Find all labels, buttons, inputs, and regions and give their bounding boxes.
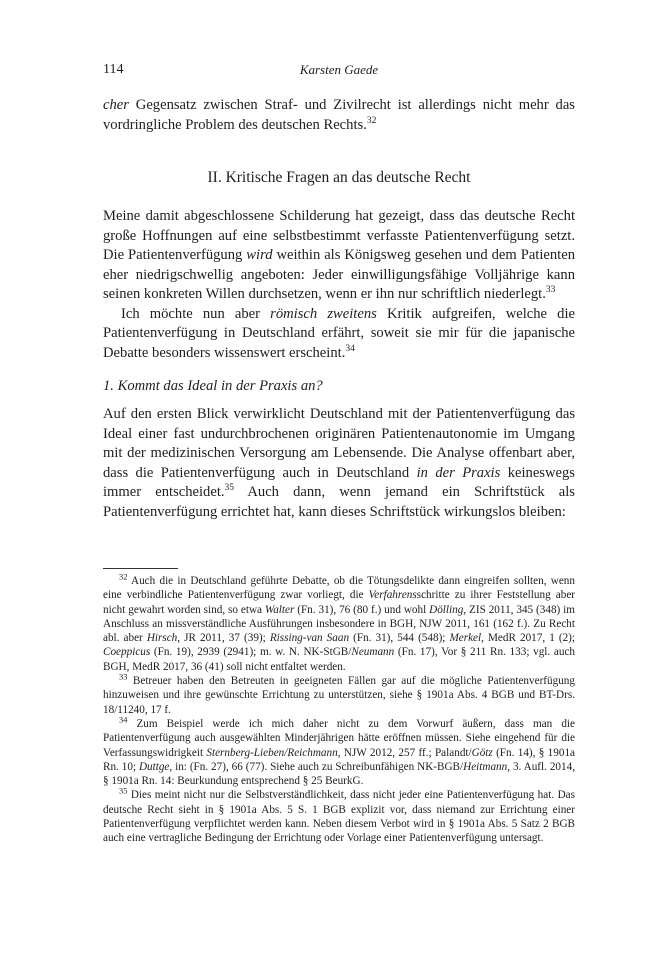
italic-fragment: Rissing-van Saan — [269, 632, 350, 645]
italic-fragment: Heitmann — [463, 760, 508, 773]
text-run: , JR 2011, 37 (39); — [177, 632, 270, 645]
italic-fragment: cher — [103, 97, 129, 113]
footnote-33 — [103, 674, 575, 717]
text-run: Kritik aufgreifen, welche die Patientenverfügung in Deutschland erfährt, soweit sie mir für die japanische Debatte besonders wissenswert erscheint. — [103, 305, 575, 361]
text-run: Auf den ersten Blick verwirklicht Deutschland mit der Patientenverfügung das Ideal einer fast undurchbrochenen originären Patientenautonomie im Umgang mit der medizinischen Versorgung am Lebensende. Die Analyse offenbart aber, dass die Patientenverfügung auch in Deutschland — [103, 406, 575, 481]
italic-fragment: römisch zweitens — [270, 305, 377, 322]
italic-fragment: Neumann — [351, 646, 395, 659]
italic-fragment: Walter — [264, 603, 295, 616]
text-run: (Fn. 19), 2939 (2941); m. w. N. NK-StGB/ — [150, 646, 352, 659]
text-run: Ich möchte nun aber — [121, 305, 271, 322]
footnote-ref-33[interactable]: 33 — [545, 285, 556, 296]
text-run: , ZIS 2011, 345 (348) im Anschluss an missverständliche Ausführungen insbesondere in BGH, NJW 2011, 161 (162 f.). Zu Recht abl. aber — [103, 603, 575, 645]
italic-fragment: Duttge — [138, 760, 170, 773]
footnote-number: 34 — [119, 715, 128, 725]
italic-fragment: in der Praxis — [416, 464, 501, 481]
text-run: Dies meint nicht nur die Selbstverständlichkeit, dass nicht jeder eine Patientenverfügung hat. Das deutsche Recht sieht in § 1901a Abs. 5 S. 1 BGB explizit vor, dass niemand zur Errichtung einer Patientenverfügung verpflichtet werden kann. Neben diesem Verbot wird in § 1901a Abs. 5 Satz 2 BGB auch eine vertragliche Bedingung der Errichtung oder Vorlage einer Patientenverfügung untersagt. — [103, 789, 575, 845]
footnote-rule — [103, 568, 178, 569]
paragraph — [103, 207, 575, 305]
text-run: Auch dann, wenn jemand ein Schriftstück als Patientenverfügung errichtet hat, kann dieses Schriftstück wirkungslos bleiben: — [103, 484, 575, 520]
text-run: (Fn. 31), 76 (80 f.) und wohl — [294, 603, 430, 616]
text-run: , 3. Aufl. 2014, § 1901a Rn. 14: Beurkundung entsprechend § 25 BeurkG. — [103, 760, 575, 788]
footnote-ref-34[interactable]: 34 — [345, 343, 355, 354]
paragraph — [103, 305, 575, 364]
italic-fragment: Sternberg-Lieben/Reichmann — [206, 746, 338, 759]
footnote-34 — [103, 717, 575, 788]
footnote-number: 35 — [119, 786, 128, 796]
text-run: , NJW 2012, 257 ff.; Palandt/ — [337, 746, 472, 759]
paragraph — [103, 405, 575, 522]
subsection-heading: 1. Kommt das Ideal in der Praxis an? — [103, 378, 323, 394]
text-run: (Fn. 14), § 1901a Rn. 10; — [103, 746, 575, 773]
footnote-number: 32 — [119, 572, 128, 582]
italic-fragment: Hirsch — [146, 632, 178, 645]
footnote-ref-35[interactable]: 35 — [224, 483, 235, 494]
italic-fragment: Coeppicus — [103, 646, 151, 659]
running-author: Karsten Gaede — [299, 62, 379, 77]
italic-fragment: Götz — [471, 746, 493, 759]
text-run: (Fn. 31), 544 (548); — [349, 632, 450, 645]
text-run: (Fn. 17), Vor § 211 Rn. 133; vgl. auch BGH, MedR 2017, 36 (41) soll nicht entfaltet werden. — [103, 646, 576, 673]
running-header — [103, 62, 575, 78]
footnote-35 — [103, 788, 575, 845]
section-heading: II. Kritische Fragen an das deutsche Recht — [207, 169, 471, 186]
page-number: 114 — [103, 62, 124, 77]
text-run: Meine damit abgeschlossene Schilderung hat gezeigt, dass das deutsche Recht große Hoffnungen auf eine selbstbestimmt verfasste Patientenverfügung setzt. Die Patientenverfügung — [103, 208, 575, 263]
text-run: , MedR 2017, 1 (2); — [481, 632, 576, 645]
paragraph-text: Gegensatz zwischen Straf- und Zivilrecht ist allerdings nicht mehr das vordringliche Problem des deutschen Rechts. — [103, 97, 575, 133]
text-run: weithin als Königsweg gesehen und dem Patienten eher niedrigschwellig angeboten: Jeder einwilligungsfähige Volljährige kann seinen konkreten Willen durchsetzen, wenn er ihn nur schriftlich niederlegt. — [103, 247, 576, 302]
text-run: Auch die in Deutschland geführte Debatte, ob die Tötungsdelikte dann eingreifen sollten, wenn eine verbindliche Patientenverfügung zwar vorliegt, die — [103, 575, 575, 602]
footnotes — [103, 574, 575, 846]
text-run: schritte zu ihrer Feststellung aber nicht gewahrt worden sind, so etwa — [103, 589, 576, 616]
section-body — [103, 207, 575, 363]
subsection-body — [103, 405, 575, 522]
text-run: keineswegs immer entscheidet. — [103, 464, 575, 500]
text-run: , in: (Fn. 27), 66 (77). Siehe auch zu Schreibunfähigen NK-BGB/ — [169, 760, 464, 773]
footnote-ref-32[interactable]: 32 — [366, 115, 377, 126]
italic-fragment: Merkel — [449, 632, 482, 645]
italic-fragment: Verfahrens — [368, 589, 417, 602]
text-run: Zum Beispiel werde ich mich daher nicht zu dem Vorwurf äußern, dass man die Patientenverfügung auch ausgewählten Minderjährigen hätte eröffnen müssen. Siehe eingehend für die Verfassungswidrigkeit — [103, 717, 575, 759]
italic-fragment: wird — [246, 247, 273, 263]
footnote-number: 33 — [119, 672, 128, 682]
italic-fragment: Dölling — [429, 603, 464, 616]
paragraph-continued — [103, 96, 575, 135]
footnote-32 — [103, 574, 575, 674]
text-run: Betreuer haben den Betreuten in geeigneten Fällen gar auf die mögliche Patientenverfügung hinzuweisen und ihre gewünschte Errichtung zu unterstützen, siehe § 1901a Abs. 4 BGB und BT-Drs. 18/11240, 17 f. — [103, 675, 575, 716]
